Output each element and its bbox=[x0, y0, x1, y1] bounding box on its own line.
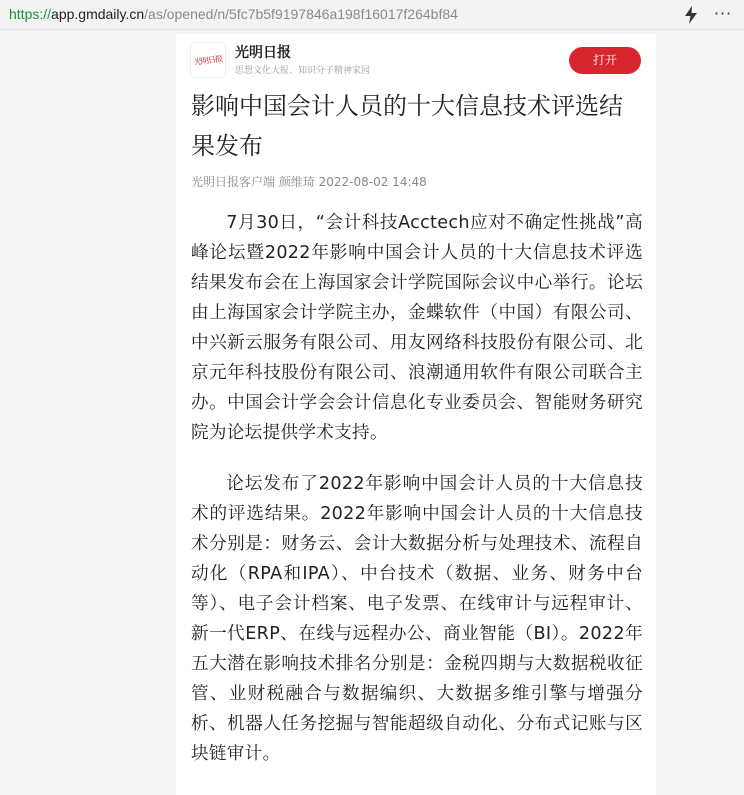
newspaper-logo bbox=[190, 42, 226, 78]
article-title: 影响中国会计人员的十大信息技术评选结果发布 bbox=[191, 92, 623, 160]
url-path: /as/opened/n/5fc7b5f9197846a198f16017f264bf84 bbox=[144, 6, 458, 22]
article-body bbox=[191, 208, 643, 790]
article-paragraph: 论坛发布了2022年影响中国会计人员的十大信息技术的评选结果。2022年影响中国会计人员的十大信息技术分别是：财务云、会计大数据分析与处理技术、流程自动化（RPA和IPA）、中台技术（数据、业务、财务中台等）、电子会计档案、电子发票、在线审计与远程审计、新一代ERP、在线与远程办公、商业智能（BI）。2022年五大潜在影响技术排名分别是：金税四期与大数据税收征管、业财税融合与数据编织、大数据多维引擎与增强分析、机器人任务挖掘与智能超级自动化、分布式记账与区块链审计。 bbox=[191, 474, 643, 764]
open-app-button[interactable]: 打开 bbox=[569, 47, 641, 74]
url-host: app.gmdaily.cn bbox=[51, 6, 145, 22]
brand-slogan: 思想文化大报、知识分子精神家园 bbox=[235, 66, 371, 76]
lightning-icon[interactable] bbox=[682, 5, 700, 25]
more-menu-icon[interactable]: ··· bbox=[713, 4, 733, 23]
url-text[interactable] bbox=[9, 6, 458, 22]
brand-name: 光明日报 bbox=[235, 45, 291, 61]
logo-lettering: 光明日报 bbox=[193, 53, 223, 67]
app-banner bbox=[176, 34, 656, 86]
address-bar[interactable] bbox=[0, 0, 744, 30]
article-paragraph: 7月30日，“会计科技Acctech应对不确定性挑战”高峰论坛暨2022年影响中国会计人员的十大信息技术评选结果发布会在上海国家会计学院国际会议中心举行。论坛由上海国家会计学院主办，金蝶软件（中国）有限公司、中兴新云服务有限公司、用友网络科技股份有限公司、北京元年科技股份有限公司、浪潮通用软件有限公司联合主办。中国会计学会会计信息化专业委员会、智能财务研究院为论坛提供学术支持。 bbox=[191, 213, 643, 443]
url-protocol: https:// bbox=[9, 6, 52, 22]
article-page bbox=[176, 34, 656, 795]
article-meta: 光明日报客户端 颜维琦 2022-08-02 14:48 bbox=[191, 175, 427, 189]
